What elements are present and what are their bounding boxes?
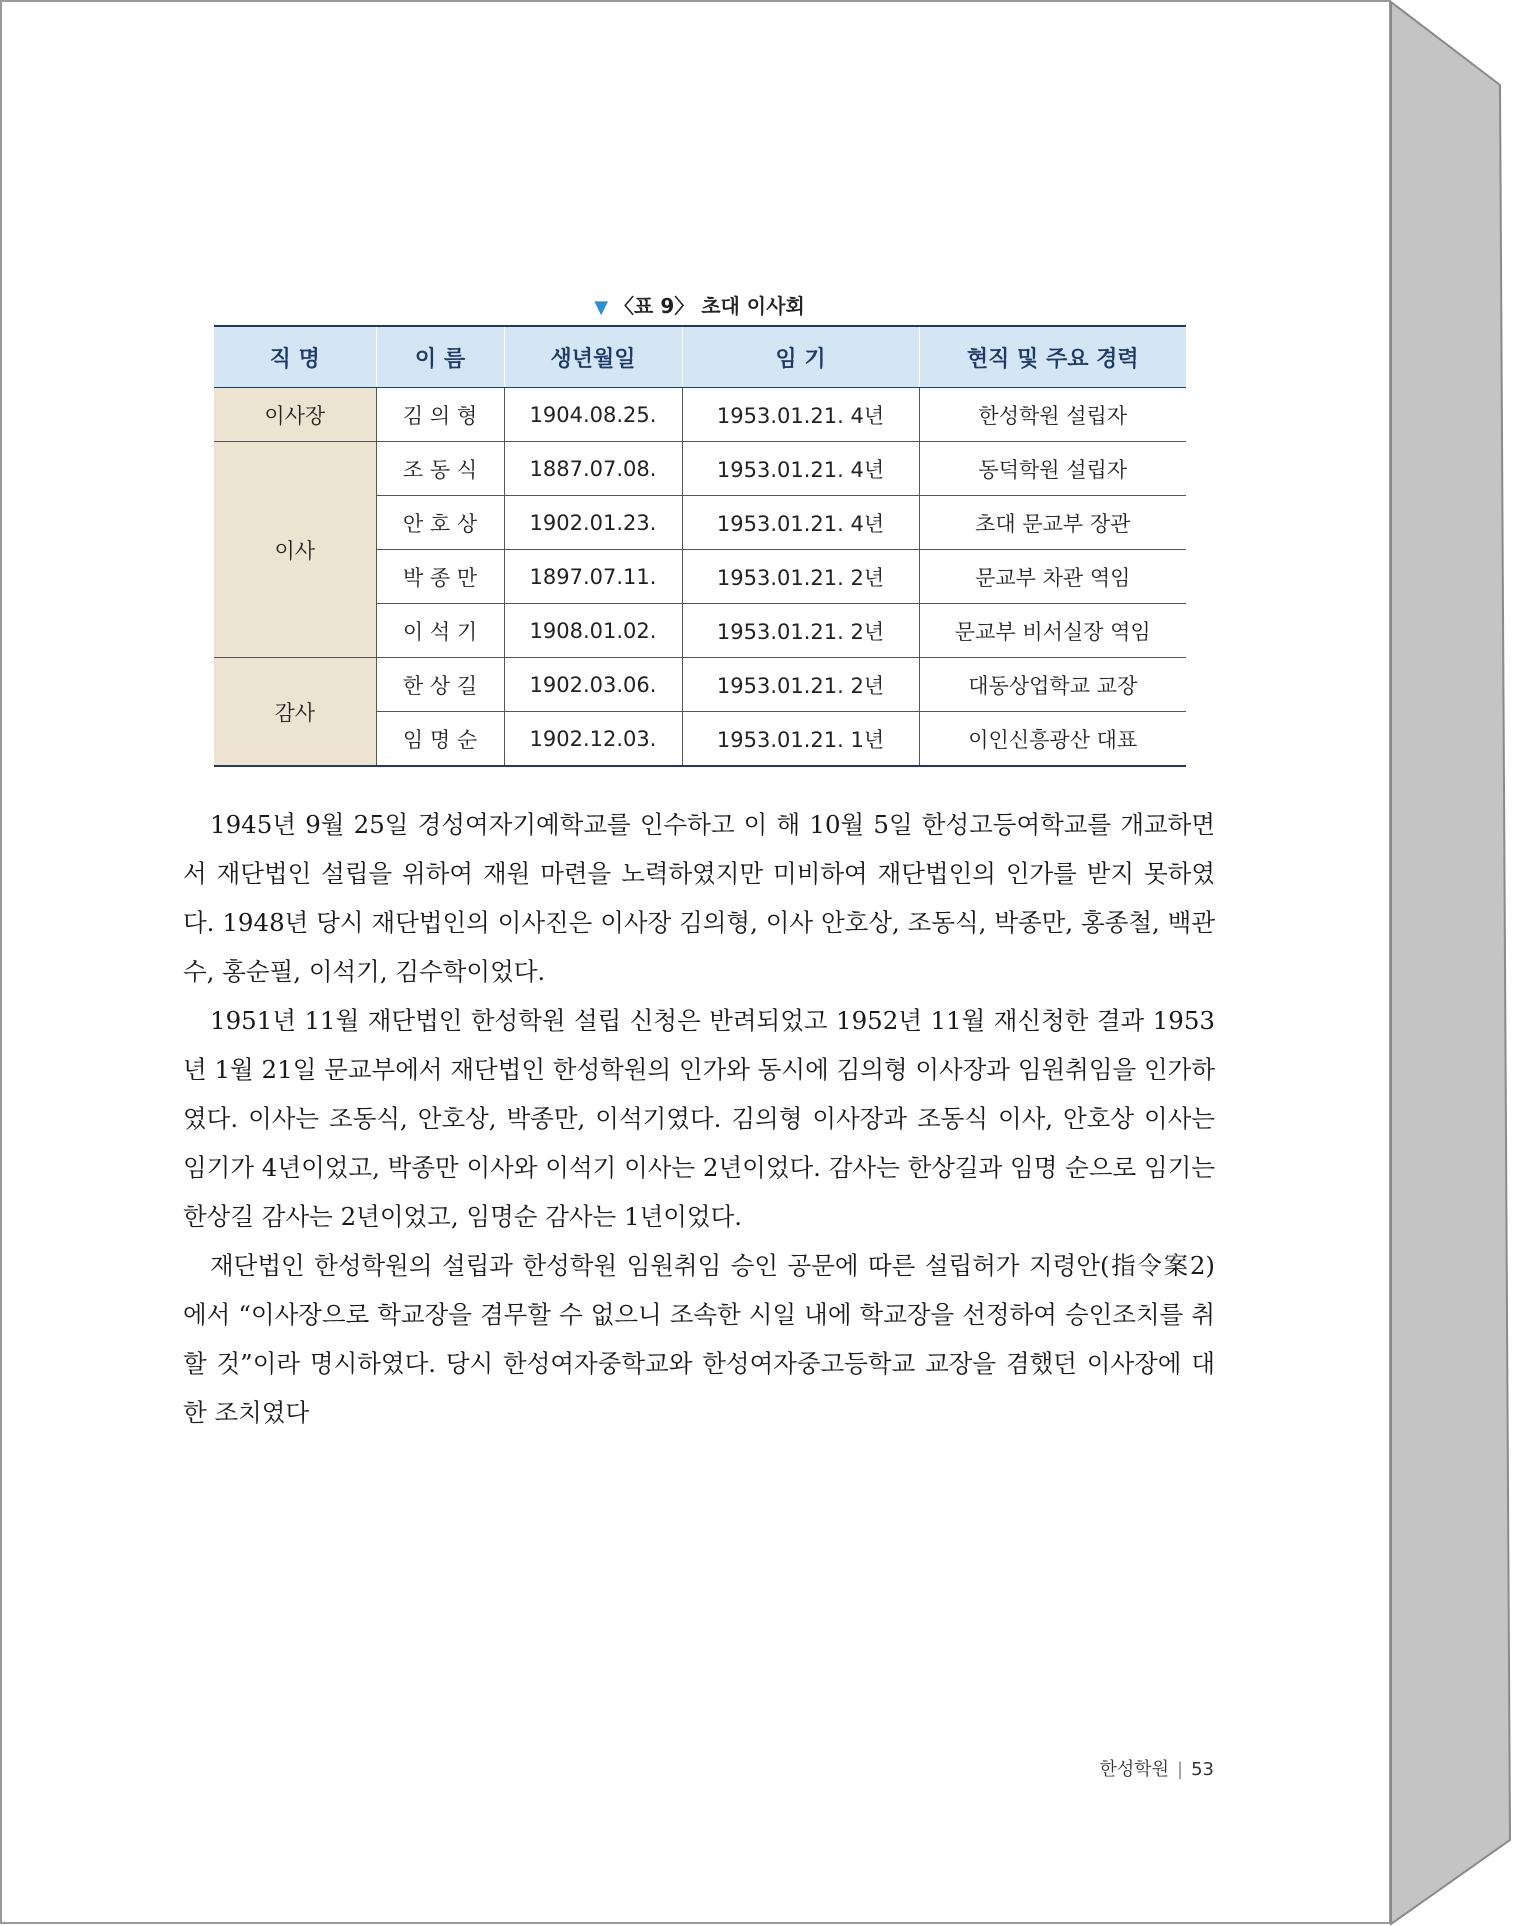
birth-cell: 1902.12.03. — [504, 712, 682, 767]
career-cell: 문교부 차관 역임 — [919, 550, 1186, 604]
birth-cell: 1897.07.11. — [504, 550, 682, 604]
name-cell: 조 동 식 — [376, 442, 504, 496]
table-row — [214, 388, 1186, 442]
footer-separator: | — [1177, 1759, 1184, 1780]
birth-cell: 1904.08.25. — [504, 388, 682, 442]
career-cell: 대동상업학교 교장 — [919, 658, 1186, 712]
header-term: 임 기 — [682, 326, 919, 388]
career-cell: 초대 문교부 장관 — [919, 496, 1186, 550]
name-cell: 이 석 기 — [376, 604, 504, 658]
header-career: 현직 및 주요 경력 — [919, 326, 1186, 388]
term-cell: 1953.01.21. 2년 — [682, 550, 919, 604]
header-name: 이 름 — [376, 326, 504, 388]
name-cell: 박 종 만 — [376, 550, 504, 604]
paragraph: 1945년 9월 25일 경성여자기예학교를 인수하고 이 해 10월 5일 한성고등여학교를 개교하면서 재단법인 설립을 위하여 재원 마련을 노력하였지만 미비하여 재단법인의 인가를 받지 못하였다. 1948년 당시 재단법인의 이사진은 이사장 김의형, 이사 안호상, 조동식, 박종만, 홍종철, 백관수, 홍순필, 이석기, 김수학이었다. — [183, 810, 1215, 986]
position-cell: 이사장 — [214, 388, 376, 442]
table-caption — [212, 290, 1187, 319]
board-table — [214, 325, 1186, 767]
birth-cell: 1887.07.08. — [504, 442, 682, 496]
career-cell: 이인신흥광산 대표 — [919, 712, 1186, 767]
header-position: 직 명 — [214, 326, 376, 388]
term-cell: 1953.01.21. 4년 — [682, 442, 919, 496]
name-cell: 안 호 상 — [376, 496, 504, 550]
table-row — [214, 658, 1186, 712]
career-cell: 문교부 비서실장 역임 — [919, 604, 1186, 658]
paragraph: 1951년 11월 재단법인 한성학원 설립 신청은 반려되었고 1952년 11월 재신청한 결과 1953년 1월 21일 문교부에서 재단법인 한성학원의 인가와 동시에 김의형 이사장과 임원취임을 인가하였다. 이사는 조동식, 안호상, 박종만, 이석기였다. 김의형 이사장과 조동식 이사, 안호상 이사는 임기가 4년이었고, 박종만 이사와 이석기 이사는 2년이었다. 감사는 한상길과 임명 순으로 임기는 한상길 감사는 2년이었고, 임명순 감사는 1년이었다. — [183, 1006, 1215, 1231]
term-cell: 1953.01.21. 4년 — [682, 388, 919, 442]
page-footer — [1099, 1755, 1214, 1781]
body-text — [183, 800, 1215, 1437]
term-cell: 1953.01.21. 1년 — [682, 712, 919, 767]
name-cell: 임 명 순 — [376, 712, 504, 767]
header-birth: 생년월일 — [504, 326, 682, 388]
position-cell: 이사 — [214, 442, 376, 658]
term-cell: 1953.01.21. 2년 — [682, 604, 919, 658]
footer-title: 한성학원 — [1099, 1759, 1170, 1780]
page-number: 53 — [1191, 1759, 1214, 1780]
term-cell: 1953.01.21. 4년 — [682, 496, 919, 550]
table-header-row — [214, 326, 1186, 388]
position-cell: 감사 — [214, 658, 376, 767]
birth-cell: 1908.01.02. — [504, 604, 682, 658]
paragraph: 재단법인 한성학원의 설립과 한성학원 임원취임 승인 공문에 따른 설립허가 지령안(指令案2)에서 “이사장으로 학교장을 겸무할 수 없으니 조속한 시일 내에 학교장을 선정하여 승인조치를 취할 것”이라 명시하였다. 당시 한성여자중학교와 한성여자중고등학교 교장을 겸했던 이사장에 대한 조치였다 — [183, 1251, 1215, 1427]
caption-text: 〈표 9〉 초대 이사회 — [614, 294, 805, 318]
career-cell: 동덕학원 설립자 — [919, 442, 1186, 496]
term-cell: 1953.01.21. 2년 — [682, 658, 919, 712]
caption-triangle-icon: ▼ — [594, 297, 609, 318]
name-cell: 한 상 길 — [376, 658, 504, 712]
table-row — [214, 442, 1186, 496]
name-cell: 김 의 형 — [376, 388, 504, 442]
birth-cell: 1902.03.06. — [504, 658, 682, 712]
birth-cell: 1902.01.23. — [504, 496, 682, 550]
career-cell: 한성학원 설립자 — [919, 388, 1186, 442]
